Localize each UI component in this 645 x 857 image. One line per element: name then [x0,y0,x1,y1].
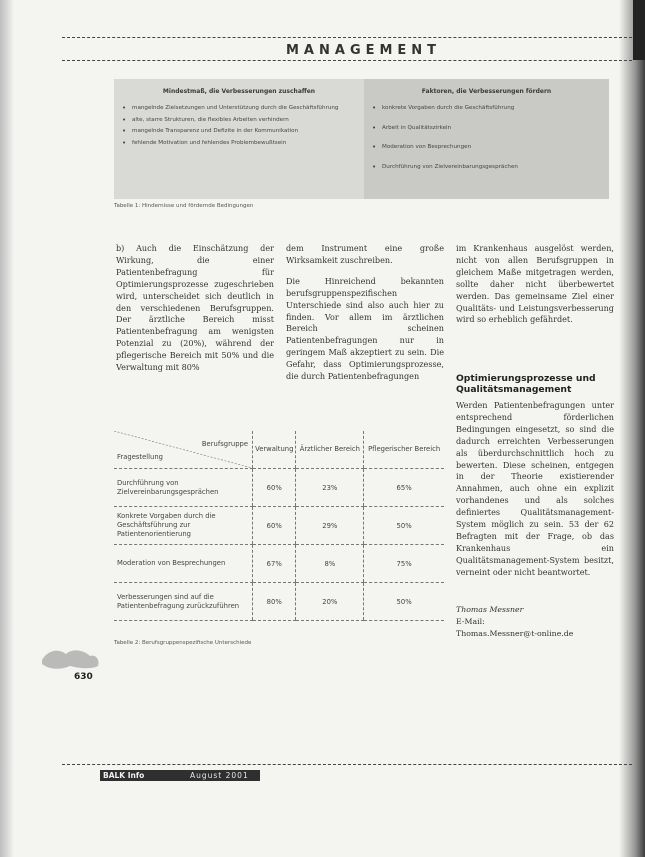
cell-value: 23% [296,469,364,507]
page-edge-left [0,0,14,857]
list-item: • Moderation von Besprechungen [364,144,609,152]
list-item: • Durchführung von Zielvereinbarungsgesprächen [364,164,609,172]
cell-value: 60% [253,507,296,545]
table-row [114,469,444,507]
header-rule [62,60,632,61]
author-name: Thomas Messner [456,605,524,614]
row-label: Durchführung von Zielvereinbarungsgesprächen [114,469,253,507]
diagonal-header-cell [114,431,253,469]
text-column-1 [116,243,274,383]
cell-value: 29% [296,507,364,545]
cell-value: 80% [253,583,296,621]
page-edge-dark-corner [633,0,645,60]
section-title: MANAGEMENT [286,43,442,58]
paragraph: Werden Patientenbefragungen unter entsprechend förderlichen Bedingungen eingesetzt, so sind die dadurch erreichten Verbesserungen als überdurchschnittlich hoch zu bewerten. Diese scheinen, entgegen in der Theorie existierender Annahmen, auch ohne ein explizit vorhandenes und als solches definiertes Qualitätsmanagement-System möglich zu sein. 53 der 62 Befragten mit der Frage, ob das Krankenhaus ein Qualitätsmanagement-System besitzt, verneint oder nicht beantwortet. [456,400,614,577]
faktoren-column [364,79,609,199]
cell-value: 20% [296,583,364,621]
table-header-row [114,431,444,469]
list-item: • Arbeit in Qualitätszirkeln [364,125,609,133]
text-column-2 [286,243,444,392]
page-number: 630 [74,672,93,682]
paragraph: im Krankenhaus ausgelöst werden, nicht von allen Berufsgruppen in gleichem Maße mitgetragen werden, sollte daher nicht überbewertet werden. Das gemeinsame Ziel einer Qualitäts- und Leistungsverbesserung wird so erheblich gefährdet. [456,243,614,325]
author-email-label: E-Mail: [456,617,485,626]
list-item: • mangelnde Zielsetzungen und Unterstützung durch die Geschäftsführung [114,105,364,113]
footer-date: August 2001 [190,771,249,780]
faktoren-list [364,105,609,171]
paragraph: dem Instrument eine große Wirksamkeit zuschreiben. [286,243,444,265]
footer-rule [62,764,632,765]
faktoren-heading: Faktoren, die Verbesserungen fördern [421,88,552,95]
table-row [114,583,444,621]
scan-artifact [40,646,102,672]
list-item: • mangelnde Transparenz und Defizite in der Kommunikation [114,128,364,136]
column-header: Pflegerischer Bereich [364,431,444,469]
author-signature [456,604,573,640]
paragraph: b) Auch die Einschätzung der Wirkung, die einer Patientenbefragung für Optimierungsprozesse zugeschrieben wird, unterscheidet sich deutlich in den verschiedenen Berufsgruppen. Der ärztliche Bereich misst Patientenbefragung am wenigsten Potenzial zu (20%), während der pflegerische Bereich mit 50% und die Verwaltung mit 80% [116,243,274,373]
text-column-3-top [456,243,614,335]
cell-value: 75% [364,545,444,583]
hindernisse-column [114,79,364,199]
header-berufsgruppe: Berufsgruppe [201,440,248,448]
author-email: Thomas.Messner@t-online.de [456,629,574,638]
list-item: • konkrete Vorgaben durch die Geschäftsführung [364,105,609,113]
cell-value: 50% [364,583,444,621]
section-heading: Optimierungsprozesse und Qualitätsmanagement [456,373,596,395]
column-header: Verwaltung [253,431,296,469]
table-row [114,507,444,545]
header-fragestellung: Fragestellung [117,453,163,461]
paragraph: Die Hinreichend bekannten berufsgruppenspezifischen Unterschiede sind also auch hier zu finden. Vor allem im ärztlichen Bereich scheinen Patientenbefragungen nur in geringem Maß akzeptiert zu sein. Die Gefahr, dass Optimierungsprozesse, die durch Patientenbefragungen [286,275,444,382]
hindernisse-list [114,105,364,147]
cell-value: 67% [253,545,296,583]
page-edge-right [619,0,645,857]
list-item: • alte, starre Strukturen, die flexibles Arbeiten verhindern [114,117,364,125]
row-label: Moderation von Besprechungen [114,545,253,583]
row-label: Konkrete Vorgaben durch die Geschäftsführung zur Patientenorientierung [114,507,253,545]
table-row [114,545,444,583]
cell-value: 8% [296,545,364,583]
cell-value: 50% [364,507,444,545]
hindernisse-heading: Mindestmaß, die Verbesserungen zuschaffen [162,88,316,95]
table2-caption: Tabelle 2: Berufsgruppenspezifische Unterschiede [114,640,252,646]
column-header: Ärztlicher Bereich [296,431,364,469]
table2 [114,431,444,621]
text-column-3-bottom [456,400,614,588]
row-label: Verbesserungen sind auf die Patientenbefragung zurückzuführen [114,583,253,621]
cell-value: 60% [253,469,296,507]
table1-caption: Tabelle 1: Hindernisse und fördernde Bedingungen [114,203,254,209]
table1-box [114,79,609,199]
cell-value: 65% [364,469,444,507]
diagonal-line [114,431,252,468]
list-item: • fehlende Motivation und fehlendes Problembewußtsein [114,140,364,148]
footer-brand: BALK Info [103,771,145,780]
top-rule [62,37,632,38]
